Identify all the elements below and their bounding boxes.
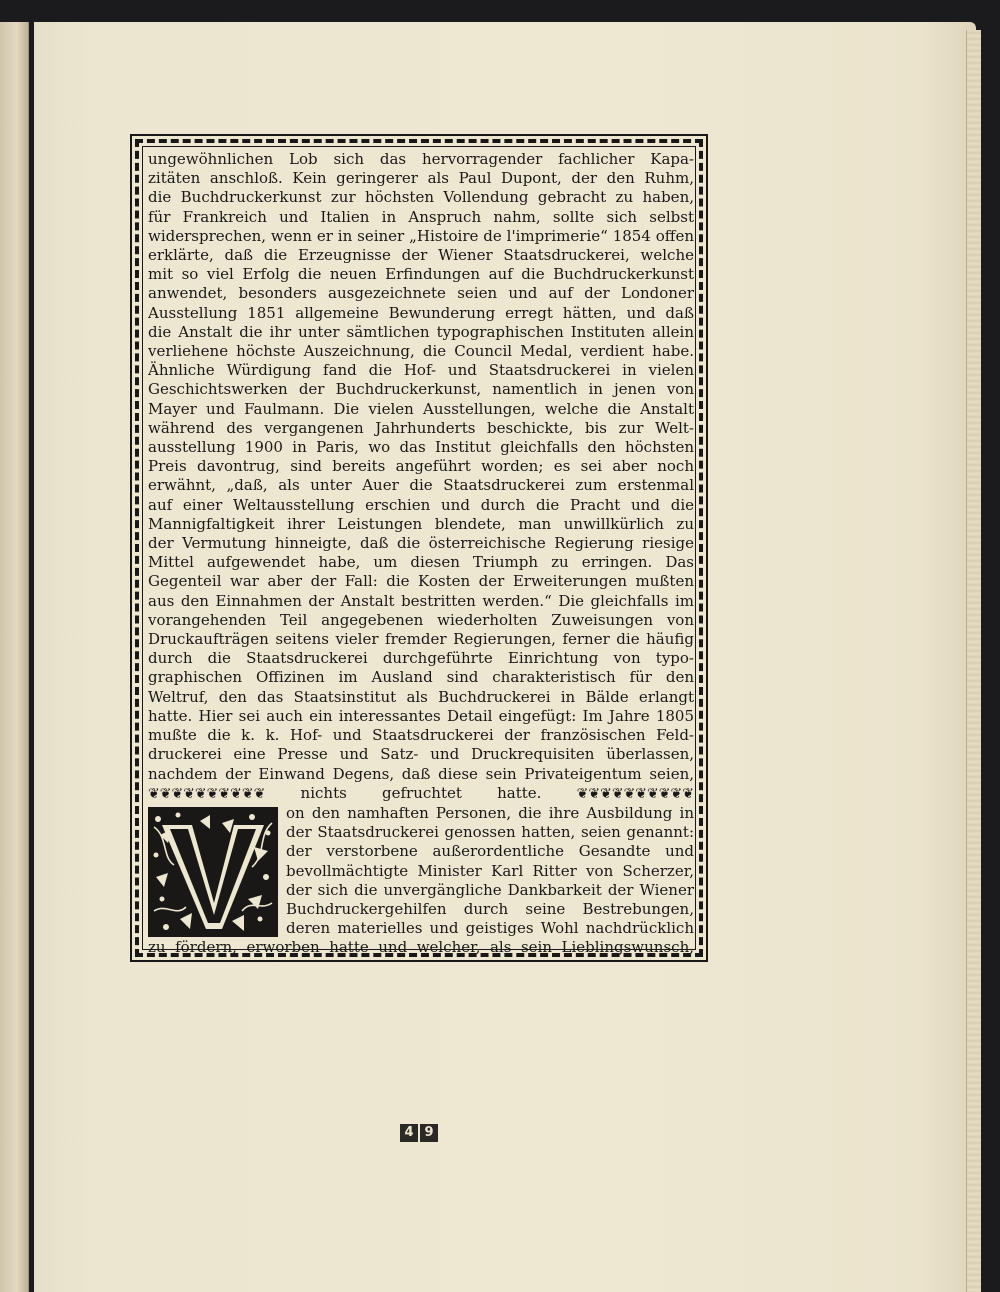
page-number-digit: 4 [400, 1124, 418, 1142]
dropcap-paragraph [148, 804, 694, 938]
page-deckle-edge [966, 30, 981, 1292]
ornamental-initial-art [148, 807, 278, 937]
page-number-digit: 9 [420, 1124, 438, 1142]
text-line: nachdem der Einwand Degens, daß diese sein Privateigentum seien, [148, 764, 694, 783]
text-line: erwähnt, „daß, als unter Auer die Staatsdruckerei zum erstenmal [148, 476, 694, 495]
dropcap-text-line: der Staatsdruckerei genossen hatten, seien genannt: [286, 823, 694, 842]
dropcap-text-line: bevollmächtigte Minister Karl Ritter von Scherzer, [286, 861, 694, 880]
text-line: mit so viel Erfolg die neuen Erfindungen auf die Buchdruckerkunst [148, 265, 694, 284]
text-line: der Vermutung hinneigte, daß die österreichische Regierung riesige [148, 534, 694, 553]
text-line: Druckaufträgen seitens vieler fremder Regierungen, ferner die häufig [148, 630, 694, 649]
text-line: zu fördern, erworben hatte und welcher, als sein Lieblingswunsch, [148, 938, 694, 957]
text-line: die Anstalt die ihr unter sämtlichen typographischen Instituten allein [148, 322, 694, 341]
body-text [148, 150, 694, 958]
text-line: Weltruf, den das Staatsinstitut als Buchdruckerei in Bälde erlangt [148, 687, 694, 706]
text-line: während des vergangenen Jahrhunderts beschickte, bis zur Welt- [148, 418, 694, 437]
text-line: vorangehenden Teil angegebenen wiederholten Zuweisungen von [148, 610, 694, 629]
ornamental-initial [148, 807, 278, 937]
dropcap-text-line: der sich die unvergängliche Dankbarkeit der Wiener [286, 880, 694, 899]
text-line: die Buchdruckerkunst zur höchsten Vollendung gebracht zu haben, [148, 188, 694, 207]
text-line: Mittel aufgewendet habe, um diesen Triumph zu erringen. Das [148, 553, 694, 572]
text-line: erklärte, daß die Erzeugnisse der Wiener Staatsdruckerei, welche [148, 246, 694, 265]
text-line: mußte die k. k. Hof- und Staatsdruckerei der französischen Feld- [148, 726, 694, 745]
text-line: ausstellung 1900 in Paris, wo das Institut gleichfalls den höchsten [148, 438, 694, 457]
text-line: Ausstellung 1851 allgemeine Bewunderung erregt hätten, und daß [148, 303, 694, 322]
text-line: Geschichtswerken der Buchdruckerkunst, namentlich in jenen von [148, 380, 694, 399]
text-line: Ähnliche Würdigung fand die Hof- und Staatsdruckerei in vielen [148, 361, 694, 380]
page-number [400, 1124, 438, 1142]
facing-page-edge [0, 22, 29, 1292]
dropcap-text-line: Buchdruckergehilfen durch seine Bestrebungen, [286, 899, 694, 918]
text-line: für Frankreich und Italien in Anspruch nahm, sollte sich selbst [148, 207, 694, 226]
ornament-band-right: ❦❦❦❦❦❦❦❦❦❦ [576, 785, 694, 802]
dropcap-text-line: on den namhaften Personen, die ihre Ausbildung in [286, 803, 694, 822]
text-line: widersprechen, wenn er in seiner „Histoire de l'imprimerie“ 1854 offen [148, 226, 694, 245]
text-line: graphischen Offizinen im Ausland sind charakteristisch für den [148, 668, 694, 687]
text-line: Mannigfaltigkeit ihrer Leistungen blendete, man unwillkürlich zu [148, 514, 694, 533]
closing-line [148, 784, 694, 804]
text-line: ungewöhnlichen Lob sich das hervorragender fachlicher Kapa- [148, 150, 694, 168]
text-frame [130, 134, 708, 962]
ornament-band-left: ❦❦❦❦❦❦❦❦❦❦ [148, 785, 266, 802]
text-line: Preis davontrug, sind bereits angeführt worden; es sei aber noch [148, 457, 694, 476]
text-line: Mayer und Faulmann. Die vielen Ausstellungen, welche die Anstalt [148, 399, 694, 418]
dropcap-text-line: der verstorbene außerordentliche Gesandte und [286, 842, 694, 861]
initial-letter: V [170, 815, 256, 937]
text-line: anwendet, besonders ausgezeichnete seien und auf der Londoner [148, 284, 694, 303]
text-line: hatte. Hier sei auch ein interessantes Detail eingefügt: Im Jahre 1805 [148, 706, 694, 725]
dropcap-text-line: deren materielles und geistiges Wohl nachdrücklich [286, 919, 694, 938]
text-line: aus den Einnahmen der Anstalt bestritten werden.“ Die gleichfalls im [148, 591, 694, 610]
closing-text: nichts gefruchtet hatte. [300, 783, 542, 802]
text-line: zitäten anschloß. Kein geringerer als Paul Dupont, der den Ruhm, [148, 169, 694, 188]
text-line: auf einer Weltausstellung erschien und durch die Pracht und die [148, 495, 694, 514]
text-line: durch die Staatsdruckerei durchgeführte Einrichtung von typo- [148, 649, 694, 668]
text-line: Gegenteil war aber der Fall: die Kosten der Erweiterungen mußten [148, 572, 694, 591]
text-line: druckerei eine Presse und Satz- und Druckrequisiten überlassen, [148, 745, 694, 764]
text-line: verliehene höchste Auszeichnung, die Council Medal, verdient habe. [148, 342, 694, 361]
